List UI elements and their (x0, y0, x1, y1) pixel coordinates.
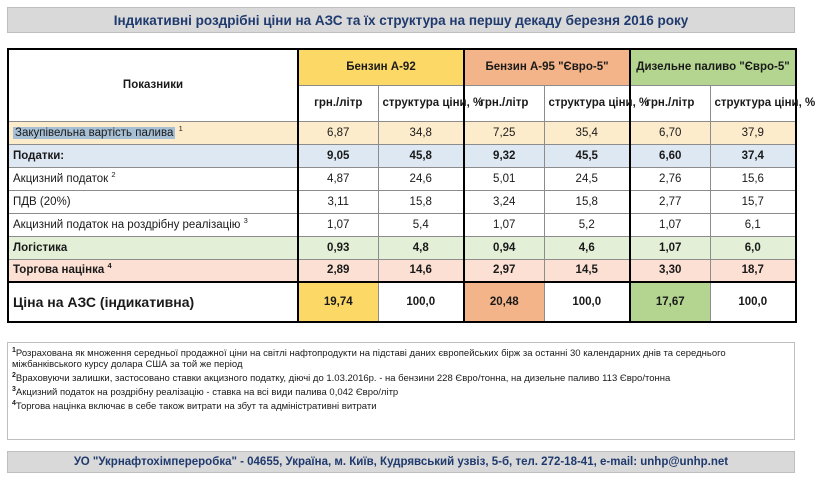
price-cell: 2,89 (298, 259, 378, 282)
table-header-row (8, 49, 796, 85)
row-label (8, 190, 298, 213)
structure-cell: 45,8 (378, 144, 464, 167)
row-station-price (8, 282, 796, 322)
price-cell: 9,05 (298, 144, 378, 167)
price-cell: 20,48 (464, 282, 544, 322)
footnote-item (12, 372, 790, 384)
price-cell: 0,94 (464, 236, 544, 259)
footnote-text: Розрахована як множення середньої продажної ціни на світлі нафтопродукти на підставі даних європейських бірж за останні 30 календарних днів та середнього (15, 348, 726, 360)
fuel-header-a92: Бензин А-92 (298, 49, 464, 85)
unit-header: грн./літр (298, 85, 378, 121)
structure-cell: 100,0 (378, 282, 464, 322)
structure-cell: 100,0 (544, 282, 630, 322)
structure-cell: 14,5 (544, 259, 630, 282)
page-title (7, 7, 795, 33)
row-label (8, 144, 298, 167)
structure-cell: 24,5 (544, 167, 630, 190)
price-structure-table (7, 48, 815, 323)
row-label (8, 121, 298, 144)
structure-cell: 24,6 (378, 167, 464, 190)
price-cell: 2,76 (630, 167, 710, 190)
row-trade-margin (8, 259, 796, 282)
price-cell: 5,01 (464, 167, 544, 190)
table-body (8, 121, 796, 322)
row-label-text: Закупівельна вартість палива (15, 126, 174, 139)
fuel-header-diesel: Дизельне паливо "Євро-5" (630, 49, 796, 85)
price-cell: 1,07 (298, 213, 378, 236)
structure-cell: 15,6 (710, 167, 796, 190)
row-label-text: ПДВ (20%) (13, 195, 71, 208)
structure-cell: 15,8 (378, 190, 464, 213)
page-title-text: Індикативні роздрібні ціни на АЗС та їх структура на першу декаду березня 2016 року (113, 12, 689, 28)
price-cell: 6,60 (630, 144, 710, 167)
footnote-number: 1 (12, 347, 16, 354)
price-cell: 3,30 (630, 259, 710, 282)
structure-cell: 37,9 (710, 121, 796, 144)
footnote-text-continued: міжбанківського курсу долара США за той же період (12, 359, 243, 371)
row-label (8, 259, 298, 282)
structure-cell: 5,4 (378, 213, 464, 236)
price-cell: 0,93 (298, 236, 378, 259)
structure-cell: 35,4 (544, 121, 630, 144)
structure-cell: 14,6 (378, 259, 464, 282)
price-cell: 1,07 (630, 236, 710, 259)
row-label-text: Ціна на АЗС (індикативна) (13, 294, 195, 310)
price-cell: 7,25 (464, 121, 544, 144)
unit-header: грн./літр (630, 85, 710, 121)
price-cell: 1,07 (630, 213, 710, 236)
price-cell: 4,87 (298, 167, 378, 190)
structure-cell: 34,8 (378, 121, 464, 144)
structure-cell: 18,7 (710, 259, 796, 282)
footnote-ref: 4 (107, 261, 112, 271)
row-label-text: Акцизний податок на роздрібну реалізацію (13, 218, 241, 231)
unit-header: грн./літр (464, 85, 544, 121)
row-label (8, 213, 298, 236)
row-retail-excise (8, 213, 796, 236)
footnote-text: Акцизний податок на роздрібну реалізацію - ставка на всі види палива 0,042 Євро/літр (15, 387, 399, 399)
row-excise-tax (8, 167, 796, 190)
price-cell: 6,70 (630, 121, 710, 144)
footnotes (7, 342, 795, 440)
footnotes-list (12, 347, 790, 413)
row-label-text: Податки: (13, 149, 65, 162)
row-label-text: Логістика (13, 241, 68, 254)
indicator-header: Показники (8, 49, 298, 121)
row-logistics (8, 236, 796, 259)
footnote-ref: 1 (178, 123, 183, 133)
structure-cell: 15,7 (710, 190, 796, 213)
row-label (8, 282, 298, 322)
footnote-number: 2 (12, 372, 16, 380)
row-vat (8, 190, 796, 213)
structure-header: структура ціни, % (710, 85, 796, 121)
structure-cell: 6,1 (710, 213, 796, 236)
row-taxes (8, 144, 796, 167)
row-purchase-cost (8, 121, 796, 144)
structure-cell: 15,8 (544, 190, 630, 213)
footnote-ref: 2 (111, 169, 116, 179)
footnote-text: Торгова націнка включає в себе також витрати на збут та адміністративні витрати (15, 401, 377, 413)
footer-text: УО "Укрнафтохімпереробка" - 04655, Україна, м. Київ, Кудрявський узвіз, 5-б, тел. 272-18-41, e-mail: unhp@unhp.net (73, 456, 729, 468)
fuel-header-a95: Бензин А-95 "Євро-5" (464, 49, 630, 85)
footnote-item (12, 386, 790, 398)
structure-header: структура ціни, % (378, 85, 464, 121)
price-cell: 17,67 (630, 282, 710, 322)
structure-cell: 45,5 (544, 144, 630, 167)
structure-cell: 37,4 (710, 144, 796, 167)
price-cell: 3,11 (298, 190, 378, 213)
price-cell: 1,07 (464, 213, 544, 236)
price-cell: 2,97 (464, 259, 544, 282)
price-cell: 9,32 (464, 144, 544, 167)
footnote-number: 4 (12, 400, 16, 408)
footnote-number: 3 (12, 386, 16, 394)
footnote-item (12, 347, 790, 370)
row-label-text: Торгова націнка (13, 264, 105, 277)
price-cell: 3,24 (464, 190, 544, 213)
row-label (8, 236, 298, 259)
price-cell: 19,74 (298, 282, 378, 322)
price-cell: 2,77 (630, 190, 710, 213)
structure-cell: 4,6 (544, 236, 630, 259)
row-label-text: Акцизний податок (13, 172, 109, 185)
structure-cell: 6,0 (710, 236, 796, 259)
footnote-item (12, 400, 790, 412)
structure-header: структура ціни, % (544, 85, 630, 121)
row-label (8, 167, 298, 190)
footer (7, 451, 795, 473)
structure-cell: 4,8 (378, 236, 464, 259)
structure-cell: 100,0 (710, 282, 796, 322)
price-cell: 6,87 (298, 121, 378, 144)
structure-cell: 5,2 (544, 213, 630, 236)
footnote-text: Враховуючи залишки, застосовано ставки акцизного податку, діючі до 1.03.2016р. - на бензини 228 Євро/тонна, на дизельне паливо 113 Євро/тонна (15, 373, 671, 385)
footnote-ref: 3 (243, 215, 248, 225)
